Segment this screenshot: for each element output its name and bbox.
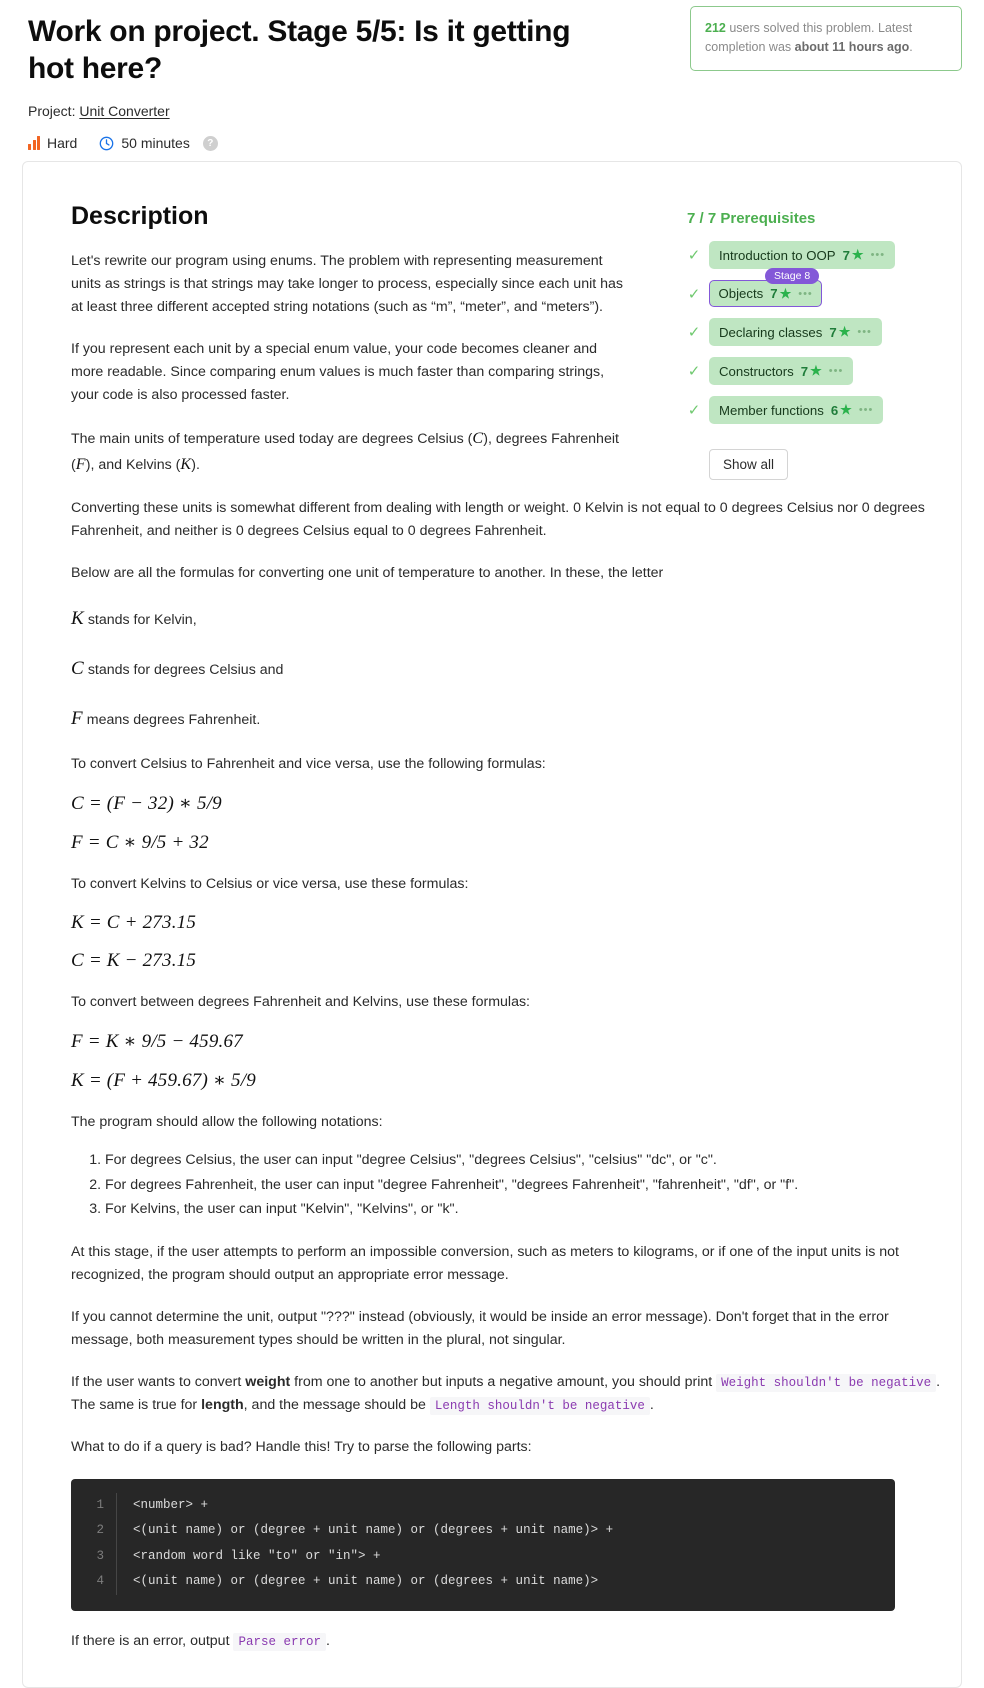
paragraph-4: Converting these units is somewhat different from dealing with length or weight. 0 Kelvin is not equal to 0 degrees Celsius nor 0 degrees Fahrenheit, and neither is 0 degrees Celsius equal to 0 degrees Fahrenheit. <box>71 500 925 539</box>
clock-icon <box>99 135 114 151</box>
line-number: 1 <box>71 1493 117 1519</box>
description-tail-column <box>71 1241 957 1459</box>
paragraph-8: To convert between degrees Fahrenheit and Kelvins, use these formulas: <box>71 994 530 1011</box>
bold-weight: weight <box>245 1373 291 1390</box>
duration-label: 50 minutes <box>121 135 190 152</box>
description-footer-column <box>71 1630 957 1653</box>
project-label: Project: <box>28 103 76 120</box>
inline-code-weight-message: Weight shouldn't be negative <box>716 1374 936 1392</box>
paragraph-10: At this stage, if the user attempts to perform an impossible conversion, such as meters to kilograms, or if one of the input units is not recognized, the program should output an appropriate error message. <box>71 1243 899 1283</box>
math-symbol-k: K <box>71 608 84 629</box>
chip-more-icon[interactable]: ••• <box>798 287 813 300</box>
letter-f-line: F means degrees Fahrenheit. <box>71 707 261 729</box>
project-breadcrumb <box>28 103 962 119</box>
prerequisite-chip-member-functions[interactable] <box>709 396 883 424</box>
solved-text-2: . <box>909 40 913 55</box>
chip-more-icon[interactable]: ••• <box>858 404 874 417</box>
code-line <box>71 1493 895 1519</box>
list-item: 1. For degrees Celsius, the user can input "degree Celsius", "degrees Celsius", "celsius" "dc", or "c". <box>105 1148 935 1172</box>
math-symbol-f: F <box>71 707 83 729</box>
code-text: <(unit name) or (degree + unit name) or (degrees + unit name)> <box>133 1574 599 1589</box>
chip-stars: 7 ★ <box>800 363 822 379</box>
chip-more-icon[interactable]: ••• <box>870 249 886 262</box>
description-narrow-column <box>71 250 631 478</box>
star-icon: ★ <box>838 324 851 340</box>
meta-row <box>28 135 962 151</box>
formula-kelvin-from-celsius: K = C + 273.15 <box>71 912 197 934</box>
prerequisite-chip-constructors[interactable] <box>709 357 853 385</box>
line-number: 2 <box>71 1518 117 1544</box>
bold-length: length <box>201 1396 244 1413</box>
prerequisite-row <box>687 396 937 424</box>
chip-label: Declaring classes <box>719 324 823 340</box>
show-all-button[interactable]: Show all <box>709 449 788 480</box>
paragraph-11: If you cannot determine the unit, output "???" instead (obviously, it would be inside an error message). Don't forget that in the error message, both measurement types should be written in the plural, not singular. <box>71 1308 889 1348</box>
formula-fahrenheit-from-kelvin: F = K ∗ 9/5 − 459.67 <box>71 1031 243 1053</box>
star-icon: ★ <box>840 402 852 418</box>
check-icon: ✓ <box>687 402 701 420</box>
prerequisite-row <box>687 318 937 346</box>
code-text: <(unit name) or (degree + unit name) or (degrees + unit name)> + <box>133 1523 614 1538</box>
chip-label: Introduction to OOP <box>719 247 836 263</box>
prerequisites-heading: 7 / 7 Prerequisites <box>687 210 816 228</box>
prerequisite-chip-introduction-to-oop[interactable] <box>709 241 895 269</box>
inline-code-length-message: Length shouldn't be negative <box>430 1397 650 1415</box>
project-link[interactable]: Unit Converter <box>79 103 170 120</box>
formula-kelvin-from-fahrenheit: K = (F + 459.67) ∗ 5/9 <box>71 1070 256 1092</box>
math-symbol-f: F <box>75 456 86 474</box>
difficulty-bars-icon <box>28 136 40 150</box>
chip-label: Constructors <box>719 363 794 379</box>
difficulty-label: Hard <box>47 135 78 152</box>
solved-stats-box <box>690 6 962 71</box>
page-header <box>0 0 984 151</box>
code-block <box>71 1479 895 1612</box>
paragraph-14: If there is an error, output Parse error . <box>71 1633 330 1650</box>
star-icon: ★ <box>810 363 822 379</box>
math-symbol-c: C <box>71 657 84 679</box>
paragraph-5: Below are all the formulas for converting one unit of temperature to another. In these, the letter <box>71 565 664 581</box>
star-icon: ★ <box>851 247 864 263</box>
notations-list <box>49 1148 935 1221</box>
list-item: 3. For Kelvins, the user can input "Kelvin", "Kelvins", or "k". <box>105 1197 935 1221</box>
paragraph-12: If the user wants to convert weight from one to another but inputs a negative amount, you should print Weight shouldn't be negative . The same is true for length, and the message should be Length shouldn't be negative . <box>71 1373 941 1413</box>
check-icon: ✓ <box>687 247 701 265</box>
paragraph-7: To convert Kelvins to Celsius or vice versa, use these formulas: <box>71 876 469 893</box>
letter-c-line: C stands for degrees Celsius and <box>71 657 284 679</box>
formula-celsius-from-kelvin: C = K − 273.15 <box>71 950 197 972</box>
paragraph-9: The program should allow the following notations: <box>71 1114 383 1131</box>
chip-stars: 7 ★ <box>770 285 792 302</box>
chip-label: Objects <box>718 286 764 302</box>
page-title: Work on project. Stage 5/5: Is it getting hot here? <box>28 15 571 85</box>
help-icon[interactable]: ? <box>203 136 218 151</box>
chip-stars: 6 ★ <box>830 402 852 418</box>
formula-celsius-from-fahrenheit: C = (F − 32) ∗ 5/9 <box>71 793 222 815</box>
description-wide-column <box>71 497 957 1134</box>
code-line <box>71 1544 895 1570</box>
prerequisite-row <box>687 357 937 385</box>
star-icon: ★ <box>779 285 792 301</box>
prerequisite-row <box>687 241 937 269</box>
check-icon: ✓ <box>687 363 701 381</box>
paragraph-1: Let's rewrite our program using enums. The problem with representing measurement units as strings is that strings may take longer to process, especially since each unit has at least three different accepted string notations (such as “m”, “meter”, and “meters”). <box>71 253 624 316</box>
description-heading: Description <box>71 202 209 231</box>
math-symbol-c: C <box>472 430 484 448</box>
code-text: <number> + <box>133 1497 209 1512</box>
chip-stars: 7 ★ <box>829 324 851 340</box>
check-icon: ✓ <box>687 285 701 303</box>
latest-completion-time: about 11 hours ago <box>794 40 910 55</box>
inline-code-parse-error: Parse error <box>233 1633 326 1651</box>
solved-count: 212 <box>705 21 726 35</box>
solved-text-1: users solved this problem. Latest completion was <box>705 21 913 55</box>
code-line <box>71 1518 895 1544</box>
prerequisite-chip-objects[interactable] <box>709 280 822 307</box>
prerequisite-row <box>687 270 937 307</box>
paragraph-2: If you represent each unit by a special enum value, your code becomes cleaner and more readable. Since comparing enum values is much faster than comparing strings, your code is also processed faster. <box>71 341 605 404</box>
stage-badge: Stage 8 <box>765 268 819 284</box>
chip-stars: 7 ★ <box>842 247 864 263</box>
paragraph-3: The main units of temperature used today are degrees Celsius (C), degrees Fahrenheit (F), and Kelvins (K). <box>71 430 619 474</box>
chip-more-icon[interactable]: ••• <box>857 326 872 339</box>
prerequisites-panel <box>687 210 937 480</box>
chip-more-icon[interactable]: ••• <box>828 365 844 378</box>
chip-label: Member functions <box>719 402 824 418</box>
prerequisite-chip-declaring-classes[interactable] <box>709 318 882 346</box>
code-line <box>71 1569 895 1595</box>
check-icon: ✓ <box>687 324 701 342</box>
math-symbol-k: K <box>180 456 192 474</box>
paragraph-6: To convert Celsius to Fahrenheit and vice versa, use the following formulas: <box>71 756 546 773</box>
line-number: 3 <box>71 1544 117 1570</box>
letter-k-line: K stands for Kelvin, <box>71 608 197 629</box>
code-text: <random word like "to" or "in"> + <box>133 1548 381 1563</box>
description-card <box>22 161 962 1688</box>
paragraph-13: What to do if a query is bad? Handle this! Try to parse the following parts: <box>71 1438 532 1455</box>
formula-fahrenheit-from-celsius: F = C ∗ 9/5 + 32 <box>71 832 209 854</box>
list-item: 2. For degrees Fahrenheit, the user can input "degree Fahrenheit", "degrees Fahrenheit", "fahrenheit", "df", or "f". <box>105 1173 935 1197</box>
line-number: 4 <box>71 1569 117 1595</box>
